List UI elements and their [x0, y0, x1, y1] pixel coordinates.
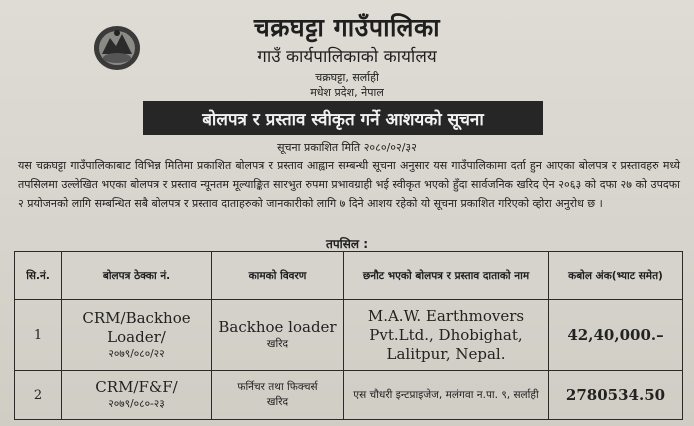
table-row [15, 300, 683, 371]
published-date: सूचना प्रकाशित मिति २०८०/०२/३२ [277, 141, 417, 154]
contract-code: CRM/F&F/ [95, 378, 178, 396]
province: मधेश प्रदेश, नेपाल [310, 86, 384, 99]
row-work-description [212, 300, 344, 371]
row-sn: 2 [15, 371, 62, 420]
contract-year: २०७९/०८०-२३ [108, 398, 165, 410]
row-bidder-name: एस चौधरी इन्टप्राइजेज, मलंगवा न.पा. ९, सर्लाही [344, 371, 549, 420]
row-amount: 2780534.50 [549, 371, 683, 420]
location: चक्रघट्टा, सर्लाही [315, 71, 379, 84]
notice-body-text: यस चक्रघट्टा गाउँपालिकाबाट विभिन्न मितिमा प्रकाशित बोलपत्र र प्रस्ताव आह्वान सम्बन्धी सूचना अनुसार यस गाउँपालिकामा दर्ता हुन आएका बोलपत्र र प्रस्तावहरु मध्ये तपसिलमा उल्लेखित भएका बोलपत्र र प्रस्ताव न्यूनतम मूल्याङ्कित सारभुत रुपमा प्रभावग्राही भई स्वीकृत भएको हुँदा सार्वजनिक खरिद ऐन २०६३ को दफा २७ को उपदफा २ प्रयोजनको लागि सम्बन्धित सबै बोलपत्र र प्रस्ताव दाताहरुको जानकारीको लागि ७ दिने आशय रहेको यो सूचना प्रकाशित गरिएको व्होरा अनुरोध छ । [18, 159, 680, 210]
work-title: फर्निचर तथा फिक्चर्स [237, 381, 318, 393]
table-row [15, 371, 683, 420]
row-sn: 1 [15, 300, 62, 371]
row-bidder-name: M.A.W. Earthmovers Pvt.Ltd., Dhobighat, Lalitpur, Nepal. [344, 300, 549, 371]
tapsil-label: तपसिल : [326, 237, 368, 251]
table-header-row [15, 252, 683, 300]
office-name: गाउँ कार्यपालिकाको कार्यालय [257, 47, 437, 67]
header-sn: सि.नं. [15, 252, 62, 300]
header-bidder-name: छनौट भएको बोलपत्र र प्रस्ताव दाताको नाम [344, 252, 549, 300]
row-contract-no [62, 371, 212, 420]
row-contract-no [62, 300, 212, 371]
row-amount: 42,40,000.– [549, 300, 683, 371]
contract-code: CRM/Backhoe Loader/ [82, 308, 191, 346]
header-amount: कबोल अंक(भ्याट समेत) [549, 252, 683, 300]
contract-year: २०७९/०८०/२२ [108, 347, 165, 360]
row-work-description [212, 371, 344, 420]
work-type: खरिद [266, 396, 289, 408]
header-contract-no: बोलपत्र ठेक्का नं. [62, 252, 212, 300]
notice-title-banner: बोलपत्र र प्रस्ताव स्वीकृत गर्ने आशयको सूचना [143, 101, 543, 135]
header-work-description: कामको विवरण [212, 252, 344, 300]
work-title: Backhoe loader [218, 318, 337, 336]
selected-bids-table [14, 251, 683, 420]
work-type: खरिद [266, 338, 289, 350]
municipality-name: चक्रघट्टा गाउँपालिका [253, 13, 441, 42]
